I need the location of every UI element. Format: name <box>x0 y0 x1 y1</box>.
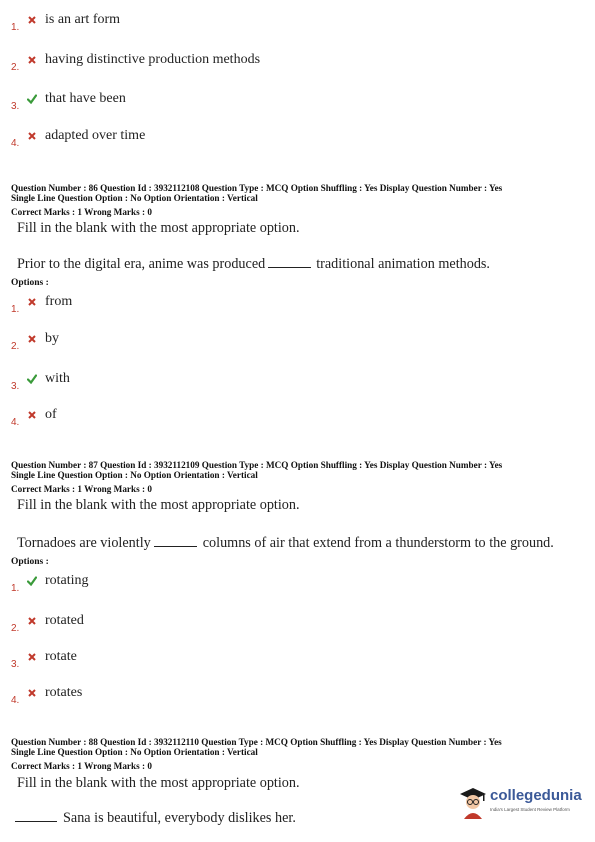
option-text: is an art form <box>45 12 121 27</box>
option-text: by <box>45 331 59 346</box>
wrong-cross-icon <box>27 334 37 344</box>
option-text: rotated <box>45 613 84 628</box>
question-sentence <box>17 810 296 827</box>
question-instruction: Fill in the blank with the most appropriate option. <box>17 220 300 236</box>
wrong-cross-icon <box>27 652 37 662</box>
student-mascot-icon <box>458 785 488 819</box>
option-text: from <box>45 294 73 309</box>
sentence-before: Tornadoes are violently <box>17 535 151 551</box>
question-meta-line2: Single Line Question Option : No Option Orientation : Vertical <box>11 193 258 203</box>
wrong-cross-icon <box>27 688 37 698</box>
answer-blank <box>154 535 197 547</box>
option-text: rotate <box>45 649 77 664</box>
sentence-before: Prior to the digital era, anime was produced <box>17 256 266 272</box>
logo-tagline: India's Largest Student Review Platform <box>490 807 570 812</box>
option-number: 3. <box>11 101 20 112</box>
option-number: 2. <box>11 62 20 73</box>
wrong-cross-icon <box>27 297 37 307</box>
question-sentence <box>17 256 490 273</box>
option-text: that have been <box>45 91 126 106</box>
question-meta-line2: Single Line Question Option : No Option Orientation : Vertical <box>11 747 258 757</box>
option-number: 3. <box>11 659 20 670</box>
answer-blank <box>15 810 57 822</box>
logo-wordmark: collegedunia <box>490 787 582 804</box>
options-label: Options : <box>11 557 49 567</box>
correct-tick-icon <box>27 94 37 104</box>
question-meta-line2: Single Line Question Option : No Option Orientation : Vertical <box>11 470 258 480</box>
option-number: 2. <box>11 623 20 634</box>
option-number: 1. <box>11 22 20 33</box>
correct-tick-icon <box>27 374 37 384</box>
option-number: 4. <box>11 417 20 428</box>
wrong-cross-icon <box>27 616 37 626</box>
question-meta-line1: Question Number : 86 Question Id : 3932112108 Question Type : MCQ Option Shuffling : Yes Display Question Number : Yes <box>11 183 503 193</box>
option-number: 1. <box>11 583 20 594</box>
option-number: 3. <box>11 381 20 392</box>
question-marks: Correct Marks : 1 Wrong Marks : 0 <box>11 207 152 217</box>
wrong-cross-icon <box>27 131 37 141</box>
option-number: 4. <box>11 138 20 149</box>
collegedunia-logo <box>458 785 583 821</box>
option-text: with <box>45 371 70 386</box>
correct-tick-icon <box>27 576 37 586</box>
options-label: Options : <box>11 278 49 288</box>
question-meta-line1: Question Number : 87 Question Id : 3932112109 Question Type : MCQ Option Shuffling : Yes Display Question Number : Yes <box>11 460 503 470</box>
option-number: 4. <box>11 695 20 706</box>
sentence-after: traditional animation methods. <box>316 256 490 272</box>
question-meta-line1: Question Number : 88 Question Id : 3932112110 Question Type : MCQ Option Shuffling : Yes Display Question Number : Yes <box>11 737 502 747</box>
option-text: adapted over time <box>45 128 146 143</box>
question-instruction: Fill in the blank with the most appropriate option. <box>17 775 300 791</box>
sentence-after: Sana is beautiful, everybody dislikes her. <box>63 810 296 826</box>
question-marks: Correct Marks : 1 Wrong Marks : 0 <box>11 761 152 771</box>
sentence-after: columns of air that extend from a thunderstorm to the ground. <box>202 535 554 551</box>
option-text: rotates <box>45 685 83 700</box>
question-sentence <box>17 535 554 552</box>
wrong-cross-icon <box>27 55 37 65</box>
option-number: 2. <box>11 341 20 352</box>
option-text: having distinctive production methods <box>45 52 261 67</box>
question-marks: Correct Marks : 1 Wrong Marks : 0 <box>11 484 152 494</box>
option-text: rotating <box>45 573 89 588</box>
question-instruction: Fill in the blank with the most appropriate option. <box>17 497 300 513</box>
option-text: of <box>45 407 57 422</box>
option-number: 1. <box>11 304 20 315</box>
wrong-cross-icon <box>27 410 37 420</box>
wrong-cross-icon <box>27 15 37 25</box>
answer-blank <box>268 256 311 268</box>
